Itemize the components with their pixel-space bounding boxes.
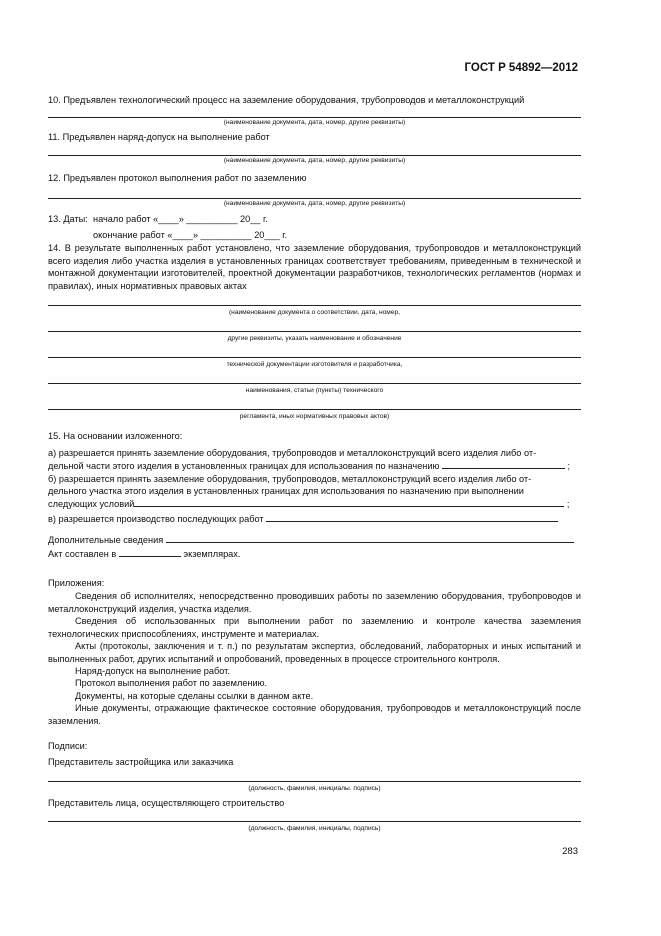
fill-line [166, 533, 574, 543]
field-caption: (наименование документа о соответствии, дата, номер, [228, 309, 400, 316]
fill-line [134, 497, 564, 507]
fill-line [48, 781, 581, 782]
item-15c: в) разрешается производство последующих работ [48, 512, 558, 525]
item-15a-line1: а) разрешается принять заземление оборудования, трубопроводов и металлоконструкций всего изделия либо от- [48, 448, 537, 458]
field-caption: (наименование документа, дата, номер, другие реквизиты) [223, 157, 406, 164]
fill-line [48, 331, 581, 332]
fill-line [48, 117, 581, 118]
fill-line [48, 821, 581, 822]
appendix-item: Протокол выполнения работ по заземлению. [75, 678, 268, 688]
item-15b-line1: б) разрешается принять заземление оборудования, трубопроводов, металлоконструкций всего изделия либо от- [48, 474, 532, 484]
item-15b-line3: следующих условий ; [48, 499, 570, 509]
fill-line [48, 357, 581, 358]
appendix-item: Сведения об исполнителях, непосредственно проводивших работы по заземлению оборудования, трубопроводов и металлоконструкций изделия, участка изделия. [48, 591, 581, 614]
fill-line [48, 155, 581, 156]
fill-line [48, 383, 581, 384]
item-12: 12. Предъявлен протокол выполнения работ по заземлению [48, 173, 307, 183]
item-13-end: окончание работ «____» __________ 20___ г. [93, 230, 288, 240]
appendix-item: Акты (протоколы, заключения и т. п.) по результатам экспертиз, обследований, лабораторных и иных испытаний и выполненных работ, других испытаний и опробований, проведенных в процессе строительного контроля. [48, 641, 581, 664]
fill-line [442, 459, 565, 469]
fill-line [119, 547, 181, 557]
item-15: 15. На основании изложенного: [48, 431, 183, 441]
signature-caption: (должность, фамилия, инициалы, подпись) [248, 825, 381, 832]
item-13-label: 13. Даты: [48, 214, 88, 224]
signatures-title: Подписи: [48, 741, 88, 751]
signature-caption: (должность, фамилия, инициалы. подпись) [248, 785, 381, 792]
appendices-title: Приложения: [48, 578, 105, 588]
fill-line [48, 198, 581, 199]
field-caption: (наименование документа, дата, номер, другие реквизиты) [223, 200, 406, 207]
appendix-item: Наряд-допуск на выполнение работ. [75, 666, 230, 676]
fill-line [48, 305, 581, 306]
item-15b-line2: дельного участка этого изделия в установленных границах для использования по назначению при выполнении [48, 486, 524, 496]
field-caption: регламента, иных нормативных правовых актов) [239, 413, 390, 420]
field-caption: технической документации изготовителя и разработчика, [226, 361, 403, 368]
appendix-item: Иные документы, отражающие фактическое состояние оборудования, трубопроводов и металлоконструкций после заземления. [48, 703, 581, 726]
act-copies: Акт составлен в экземплярах. [48, 549, 241, 559]
page-number: 283 [562, 846, 578, 857]
customer-rep-label: Представитель застройщика или заказчика [48, 757, 234, 767]
appendix-item: Документы, на которые сделаны ссылки в данном акте. [75, 691, 314, 701]
field-caption: другие реквизиты, указать наименование и обозначение [227, 335, 402, 342]
item-10: 10. Предъявлен технологический процесс на заземление оборудования, трубопроводов и металлоконструкций [48, 95, 525, 105]
item-11: 11. Предъявлен наряд-допуск на выполнение работ [48, 132, 270, 142]
fill-line [266, 512, 558, 522]
additional-info: Дополнительные сведения [48, 533, 574, 546]
fill-line [48, 409, 581, 410]
builder-rep-label: Представитель лица, осуществляющего строительство [48, 798, 285, 808]
field-caption: наименования, статьи (пункты) технического [245, 387, 384, 394]
standard-header: ГОСТ Р 54892—2012 [464, 62, 578, 74]
item-15a-line2: дельной части этого изделия в установленных границах для использования по назначению ; [48, 461, 571, 471]
item-14: 14. В результате выполненных работ установлено, что заземление оборудования, трубопроводов и металлоконструкций всего изделия либо участка изделия в установленных границах соответствует требованиям, приведенным в технической и монтажной документации изготовителей, проектной документации разработчиков, технологических регламентов (нормах и правилах), иных нормативных правовых актах [48, 243, 581, 291]
item-13-start: начало работ «____» __________ 20__ г. [93, 214, 268, 224]
field-caption: (наименование документа, дата, номер, другие реквизиты) [223, 119, 406, 126]
appendix-item: Сведения об использованных при выполнении работ по заземлению и контроле качества заземления технологических приспособлениях, инструменте и материалах. [48, 616, 581, 639]
